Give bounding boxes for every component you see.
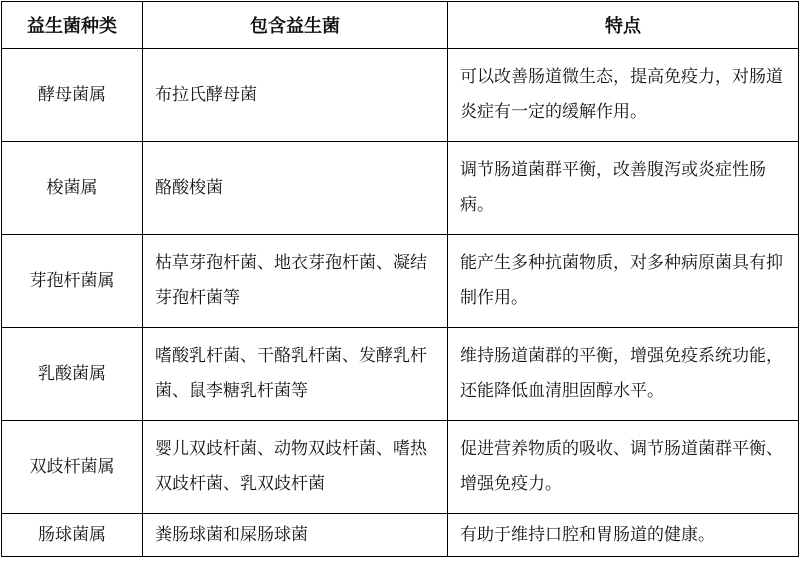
table-row bbox=[2, 328, 799, 421]
header-probiotics: 包含益生菌 bbox=[143, 2, 448, 49]
probiotics-cell: 布拉氏酵母菌 bbox=[143, 49, 448, 142]
category-cell: 肠球菌属 bbox=[2, 514, 143, 557]
table-header-row bbox=[2, 2, 799, 49]
table-row bbox=[2, 235, 799, 328]
probiotics-cell: 粪肠球菌和屎肠球菌 bbox=[143, 514, 448, 557]
probiotics-cell: 枯草芽孢杆菌、地衣芽孢杆菌、凝结芽孢杆菌等 bbox=[143, 235, 448, 328]
table-row bbox=[2, 514, 799, 557]
category-cell: 双歧杆菌属 bbox=[2, 421, 143, 514]
table-row bbox=[2, 142, 799, 235]
table-row bbox=[2, 421, 799, 514]
features-cell: 调节肠道菌群平衡，改善腹泻或炎症性肠病。 bbox=[448, 142, 799, 235]
category-cell: 芽孢杆菌属 bbox=[2, 235, 143, 328]
category-cell: 酵母菌属 bbox=[2, 49, 143, 142]
features-cell: 有助于维持口腔和胃肠道的健康。 bbox=[448, 514, 799, 557]
probiotics-cell: 婴儿双歧杆菌、动物双歧杆菌、嗜热双歧杆菌、乳双歧杆菌 bbox=[143, 421, 448, 514]
features-cell: 促进营养物质的吸收、调节肠道菌群平衡、增强免疫力。 bbox=[448, 421, 799, 514]
category-cell: 乳酸菌属 bbox=[2, 328, 143, 421]
probiotics-cell: 酪酸梭菌 bbox=[143, 142, 448, 235]
features-cell: 能产生多种抗菌物质，对多种病原菌具有抑制作用。 bbox=[448, 235, 799, 328]
features-cell: 维持肠道菌群的平衡，增强免疫系统功能，还能降低血清胆固醇水平。 bbox=[448, 328, 799, 421]
table-row bbox=[2, 49, 799, 142]
features-cell: 可以改善肠道微生态，提高免疫力，对肠道炎症有一定的缓解作用。 bbox=[448, 49, 799, 142]
header-category: 益生菌种类 bbox=[2, 2, 143, 49]
probiotics-table bbox=[1, 1, 799, 557]
probiotics-cell: 嗜酸乳杆菌、干酪乳杆菌、发酵乳杆菌、鼠李糖乳杆菌等 bbox=[143, 328, 448, 421]
category-cell: 梭菌属 bbox=[2, 142, 143, 235]
header-features: 特点 bbox=[448, 2, 799, 49]
